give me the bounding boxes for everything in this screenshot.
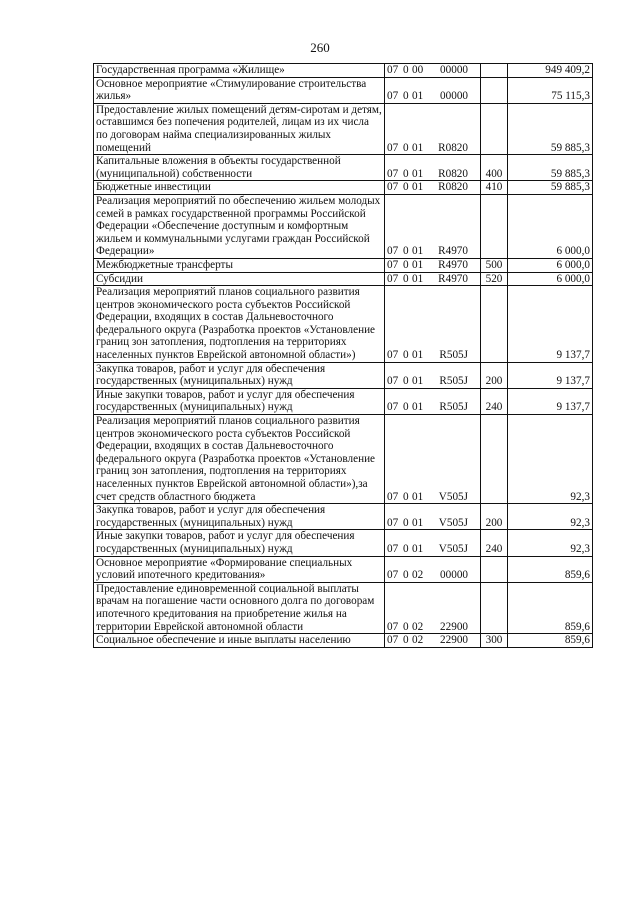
row-expense-type bbox=[481, 415, 508, 504]
code-part: 07 bbox=[387, 375, 399, 388]
code-part: 0 bbox=[403, 167, 409, 180]
row-expense-type: 240 bbox=[481, 530, 508, 556]
table-row bbox=[94, 504, 593, 530]
row-code bbox=[385, 362, 481, 388]
row-name: Основное мероприятие «Стимулирование строительства жилья» bbox=[94, 77, 385, 103]
code-part: 0 bbox=[403, 401, 409, 414]
table-row bbox=[94, 388, 593, 414]
row-sum: 859,6 bbox=[508, 556, 593, 582]
row-expense-type: 200 bbox=[481, 362, 508, 388]
table-row bbox=[94, 64, 593, 78]
row-sum: 92,3 bbox=[508, 504, 593, 530]
code-part: 22900 bbox=[440, 620, 468, 633]
table-row bbox=[94, 556, 593, 582]
row-expense-type: 520 bbox=[481, 272, 508, 286]
row-name: Государственная программа «Жилище» bbox=[94, 64, 385, 78]
code-part: 0 bbox=[403, 516, 409, 529]
code-part: 0 bbox=[403, 258, 409, 271]
code-part: 07 bbox=[387, 167, 399, 180]
code-part: 07 bbox=[387, 490, 399, 503]
row-name: Предоставление жилых помещений детям-сиротам и детям, оставшимся без попечения родителей, лицам из их числа по договорам найма специализированных жилых помещений bbox=[94, 103, 385, 154]
budget-table bbox=[93, 63, 593, 648]
table-row bbox=[94, 582, 593, 633]
row-name: Закупка товаров, работ и услуг для обеспечения государственных (муниципальных) нужд bbox=[94, 362, 385, 388]
code-part: 0 bbox=[403, 90, 409, 103]
row-expense-type: 400 bbox=[481, 155, 508, 181]
row-code bbox=[385, 64, 481, 78]
row-code bbox=[385, 258, 481, 272]
row-code bbox=[385, 504, 481, 530]
row-expense-type bbox=[481, 64, 508, 78]
table-row bbox=[94, 77, 593, 103]
code-part: R4970 bbox=[438, 245, 468, 258]
row-sum: 59 885,3 bbox=[508, 155, 593, 181]
row-sum: 6 000,0 bbox=[508, 258, 593, 272]
code-part: 00000 bbox=[440, 64, 468, 76]
code-part: 07 bbox=[387, 258, 399, 271]
code-part: 0 bbox=[403, 245, 409, 258]
row-name: Иные закупки товаров, работ и услуг для обеспечения государственных (муниципальных) нужд bbox=[94, 530, 385, 556]
code-part: 00000 bbox=[440, 90, 468, 103]
code-part: V505J bbox=[438, 490, 468, 503]
code-part: 0 bbox=[403, 181, 409, 194]
code-part: R0820 bbox=[438, 141, 468, 154]
code-part: 0 bbox=[403, 141, 409, 154]
row-expense-type bbox=[481, 77, 508, 103]
code-part: 01 bbox=[412, 375, 424, 388]
row-expense-type bbox=[481, 194, 508, 258]
code-part: 01 bbox=[412, 181, 424, 194]
code-part: R505J bbox=[439, 375, 468, 388]
row-sum: 859,6 bbox=[508, 634, 593, 648]
row-expense-type: 500 bbox=[481, 258, 508, 272]
code-part: 02 bbox=[412, 634, 424, 647]
table-row bbox=[94, 181, 593, 195]
code-part: R4970 bbox=[438, 258, 468, 271]
row-code bbox=[385, 556, 481, 582]
code-part: 07 bbox=[387, 90, 399, 103]
code-part: 01 bbox=[412, 349, 424, 362]
row-name: Социальное обеспечение и иные выплаты населению bbox=[94, 634, 385, 648]
code-part: R0820 bbox=[438, 167, 468, 180]
code-part: 07 bbox=[387, 620, 399, 633]
row-expense-type: 410 bbox=[481, 181, 508, 195]
row-code bbox=[385, 530, 481, 556]
code-part: 02 bbox=[412, 620, 424, 633]
code-part: V505J bbox=[438, 542, 468, 555]
code-part: 0 bbox=[403, 64, 409, 76]
code-part: 0 bbox=[403, 634, 409, 647]
code-part: 0 bbox=[403, 375, 409, 388]
code-part: V505J bbox=[438, 516, 468, 529]
row-code bbox=[385, 77, 481, 103]
code-part: 07 bbox=[387, 181, 399, 194]
row-code bbox=[385, 272, 481, 286]
row-name: Межбюджетные трансферты bbox=[94, 258, 385, 272]
row-expense-type: 240 bbox=[481, 388, 508, 414]
code-part: 01 bbox=[412, 542, 424, 555]
row-sum: 859,6 bbox=[508, 582, 593, 633]
row-code bbox=[385, 103, 481, 154]
code-part: 01 bbox=[412, 90, 424, 103]
page-number: 260 bbox=[310, 40, 330, 55]
row-name: Капитальные вложения в объекты государственной (муниципальной) собственности bbox=[94, 155, 385, 181]
code-part: R505J bbox=[439, 401, 468, 414]
row-sum: 9 137,7 bbox=[508, 362, 593, 388]
table-row bbox=[94, 155, 593, 181]
code-part: 07 bbox=[387, 349, 399, 362]
code-part: 07 bbox=[387, 516, 399, 529]
row-name: Предоставление единовременной социальной выплаты врачам на погашение части основного долга по договорам ипотечного кредитования на приобретение жилья на территории Еврейской автономной области bbox=[94, 582, 385, 633]
code-part: 01 bbox=[412, 401, 424, 414]
code-part: 07 bbox=[387, 401, 399, 414]
row-code bbox=[385, 155, 481, 181]
row-code bbox=[385, 634, 481, 648]
table-row bbox=[94, 286, 593, 363]
code-part: 07 bbox=[387, 64, 399, 76]
row-name: Субсидии bbox=[94, 272, 385, 286]
row-sum: 59 885,3 bbox=[508, 103, 593, 154]
row-name: Реализация мероприятий планов социального развития центров экономического роста субъектов Российской Федерации, входящих в состав Дальневосточного федерального округа (Разработка проектов «Установление границ зон затопления, подтопления на территориях населенных пунктов Еврейской автономной области»),за счет средств областного бюджета bbox=[94, 415, 385, 504]
row-name: Иные закупки товаров, работ и услуг для обеспечения государственных (муниципальных) нужд bbox=[94, 388, 385, 414]
row-sum: 6 000,0 bbox=[508, 194, 593, 258]
code-part: 0 bbox=[403, 272, 409, 285]
code-part: 01 bbox=[412, 245, 424, 258]
row-sum: 949 409,2 bbox=[508, 64, 593, 78]
row-sum: 92,3 bbox=[508, 530, 593, 556]
row-sum: 59 885,3 bbox=[508, 181, 593, 195]
code-part: 00000 bbox=[440, 569, 468, 582]
code-part: 01 bbox=[412, 272, 424, 285]
code-part: 01 bbox=[412, 516, 424, 529]
code-part: 02 bbox=[412, 569, 424, 582]
row-code bbox=[385, 286, 481, 363]
row-sum: 75 115,3 bbox=[508, 77, 593, 103]
table-row bbox=[94, 258, 593, 272]
budget-table-body bbox=[94, 64, 593, 648]
row-expense-type bbox=[481, 556, 508, 582]
table-row bbox=[94, 634, 593, 648]
code-part: R0820 bbox=[438, 181, 468, 194]
row-sum: 9 137,7 bbox=[508, 388, 593, 414]
code-part: 01 bbox=[412, 167, 424, 180]
code-part: 07 bbox=[387, 634, 399, 647]
row-sum: 6 000,0 bbox=[508, 272, 593, 286]
row-name: Бюджетные инвестиции bbox=[94, 181, 385, 195]
row-expense-type bbox=[481, 582, 508, 633]
row-name: Реализация мероприятий планов социального развития центров экономического роста субъектов Российской Федерации, входящих в состав Дальневосточного федерального округа (Разработка проектов «Установление границ зон затопления, подтопления на территориях населенных пунктов Еврейской автономной области») bbox=[94, 286, 385, 363]
code-part: 07 bbox=[387, 542, 399, 555]
row-expense-type bbox=[481, 103, 508, 154]
row-expense-type: 300 bbox=[481, 634, 508, 648]
code-part: 01 bbox=[412, 141, 424, 154]
row-sum: 9 137,7 bbox=[508, 286, 593, 363]
row-expense-type bbox=[481, 286, 508, 363]
code-part: 22900 bbox=[440, 634, 468, 647]
code-part: 07 bbox=[387, 272, 399, 285]
row-sum: 92,3 bbox=[508, 415, 593, 504]
table-row bbox=[94, 530, 593, 556]
code-part: 07 bbox=[387, 141, 399, 154]
row-code bbox=[385, 181, 481, 195]
row-code bbox=[385, 194, 481, 258]
code-part: 0 bbox=[403, 542, 409, 555]
row-expense-type: 200 bbox=[481, 504, 508, 530]
row-name: Реализация мероприятий по обеспечению жильем молодых семей в рамках государственной программы Российской Федерации «Обеспечение доступным и комфортным жильем и коммунальными услугами граждан Российской Федерации» bbox=[94, 194, 385, 258]
code-part: 07 bbox=[387, 569, 399, 582]
row-code bbox=[385, 388, 481, 414]
table-row bbox=[94, 362, 593, 388]
table-row bbox=[94, 272, 593, 286]
code-part: 0 bbox=[403, 569, 409, 582]
row-name: Закупка товаров, работ и услуг для обеспечения государственных (муниципальных) нужд bbox=[94, 504, 385, 530]
code-part: 0 bbox=[403, 490, 409, 503]
code-part: 00 bbox=[412, 64, 424, 76]
row-code bbox=[385, 415, 481, 504]
code-part: 01 bbox=[412, 258, 424, 271]
code-part: 07 bbox=[387, 245, 399, 258]
code-part: R4970 bbox=[438, 272, 468, 285]
code-part: 01 bbox=[412, 490, 424, 503]
row-code bbox=[385, 582, 481, 633]
code-part: 0 bbox=[403, 349, 409, 362]
row-name: Основное мероприятие «Формирование специальных условий ипотечного кредитования» bbox=[94, 556, 385, 582]
code-part: 0 bbox=[403, 620, 409, 633]
table-row bbox=[94, 103, 593, 154]
table-row bbox=[94, 415, 593, 504]
code-part: R505J bbox=[439, 349, 468, 362]
table-row bbox=[94, 194, 593, 258]
